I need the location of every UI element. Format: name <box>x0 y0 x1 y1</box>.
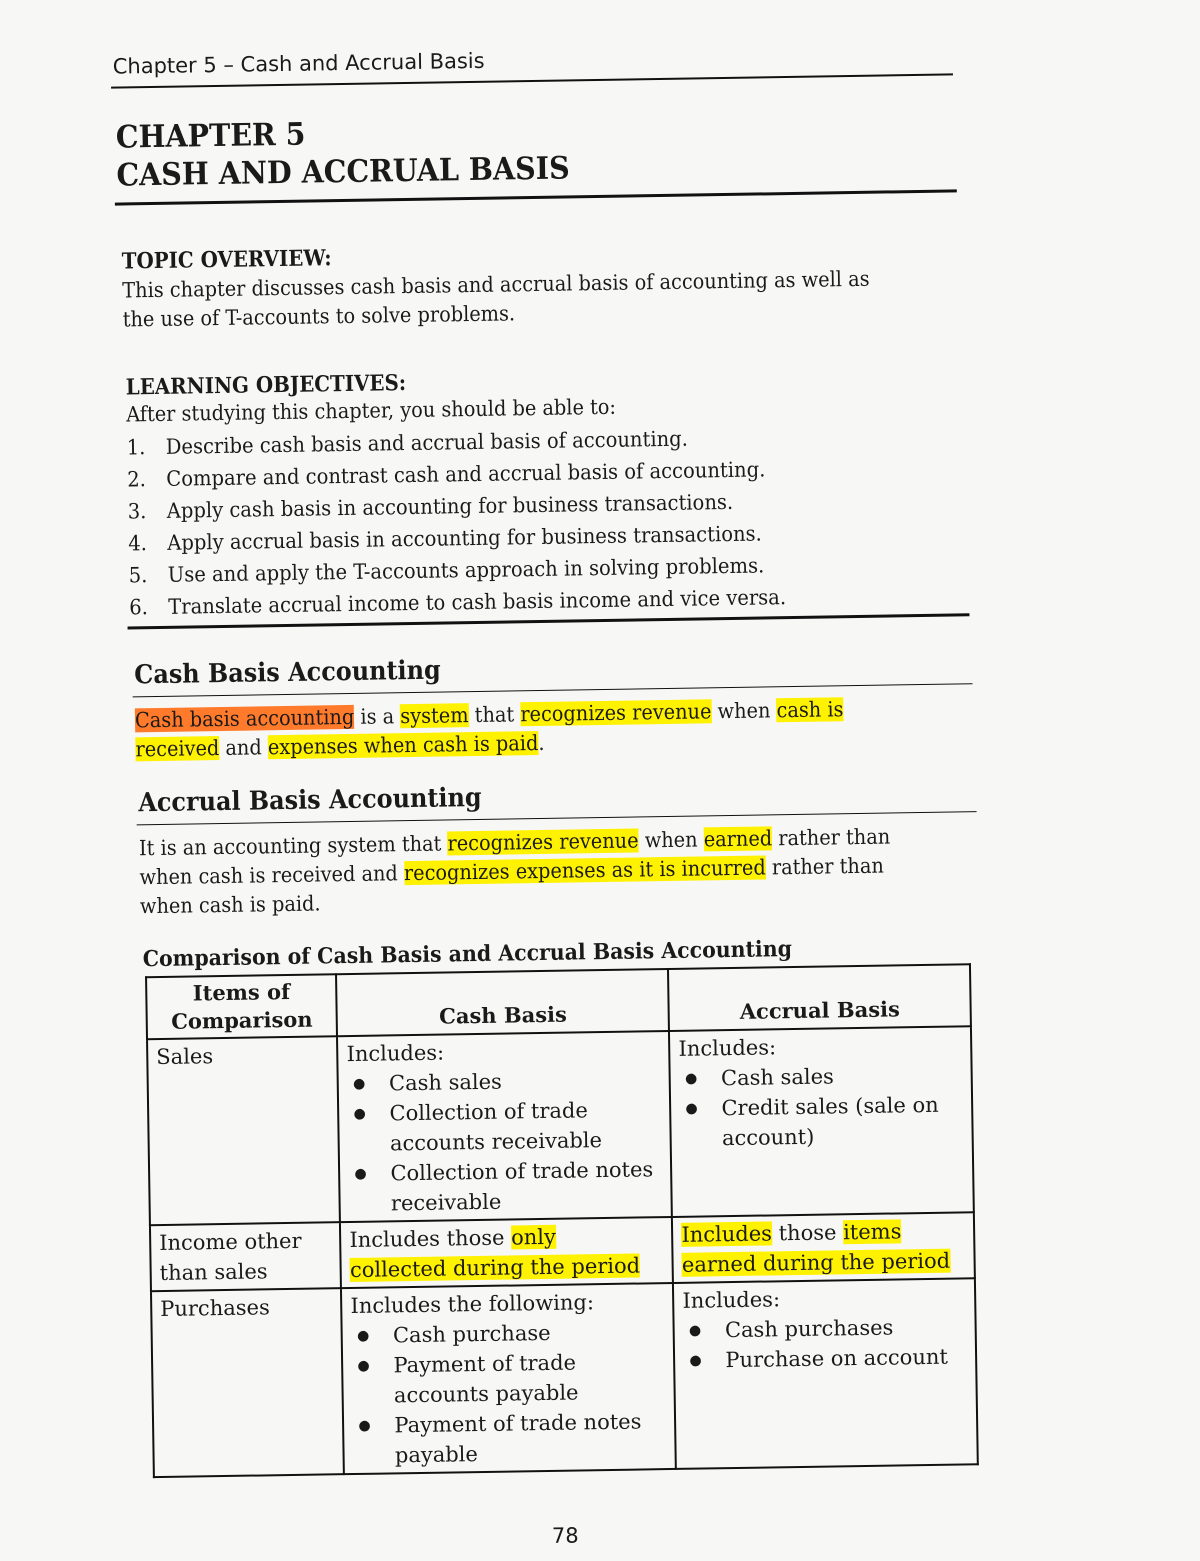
chapter-name: CASH AND ACCRUAL BASIS <box>116 150 570 194</box>
chapter-title <box>116 111 570 194</box>
objective-item: 4. Apply accrual basis in accounting for business transactions. <box>128 521 762 556</box>
cash-cell: Includes: ● Cash sales ● Collection of trade accounts receivable ● Collection of trade notes receivable <box>337 1031 672 1222</box>
accrual-basis-heading: Accrual Basis Accounting <box>138 782 482 819</box>
learning-objectives-list <box>126 421 786 623</box>
list-item: ● Collection of trade notes receivable <box>390 1154 663 1218</box>
table-row-sales <box>147 1026 974 1225</box>
objective-item: 5. Use and apply the T-accounts approach in solving problems. <box>128 553 765 588</box>
accrual-cell: Includes those items earned during the period <box>672 1212 975 1283</box>
objective-item: 6. Translate accrual income to cash basis income and vice versa. <box>129 585 787 620</box>
accrual-cell: Includes: ● Cash sales ● Credit sales (sale on account) <box>669 1026 974 1217</box>
topic-overview-line-2: the use of T-accounts to solve problems. <box>122 301 516 332</box>
page-number: 78 <box>551 1523 579 1548</box>
topic-overview-text <box>122 265 870 335</box>
list-item: ● Cash purchase <box>393 1316 665 1350</box>
objective-item: 1. Describe cash basis and accrual basis of accounting. <box>126 426 689 460</box>
accrual-basis-definition: It is an accounting system that recognizes revenue when earned rather than when cash is received and recognizes expenses as it is incurred rather than when cash is paid. <box>138 824 891 919</box>
list-item: ● Payment of trade notes payable <box>394 1406 667 1470</box>
header-items-of-comparison: Items of Comparison <box>146 974 337 1039</box>
comparison-table <box>145 963 979 1478</box>
accrual-cell: Includes: ● Cash purchases ● Purchase on account <box>673 1278 978 1469</box>
cash-cell: Includes those only collected during the period <box>340 1217 673 1288</box>
learning-objectives-heading: LEARNING OBJECTIVES: <box>125 370 407 401</box>
topic-overview-heading: TOPIC OVERVIEW: <box>121 245 332 275</box>
objective-item: 3. Apply cash basis in accounting for business transactions. <box>127 489 734 524</box>
list-item: ● Cash sales <box>389 1064 661 1098</box>
chapter-number: CHAPTER 5 <box>115 116 306 156</box>
table-row-purchases <box>151 1278 978 1477</box>
learning-objectives-intro: After studying this chapter, you should be able to: <box>126 394 617 427</box>
row-label: Income other than sales <box>150 1222 341 1291</box>
list-item: ● Payment of trade accounts payable <box>393 1346 666 1410</box>
row-label: Sales <box>147 1036 340 1225</box>
list-item: ● Cash purchases <box>725 1311 967 1345</box>
cash-basis-definition: Cash basis accounting is a system that recognizes revenue when cash is received and expenses when cash is paid. <box>134 697 844 762</box>
row-label: Purchases <box>151 1288 344 1477</box>
list-item: ● Cash sales <box>721 1059 963 1093</box>
objective-item: 2. Compare and contrast cash and accrual basis of accounting. <box>127 457 766 492</box>
list-item: ● Credit sales (sale on account) <box>721 1089 964 1153</box>
list-item: ● Purchase on account <box>725 1341 967 1375</box>
header-cash-basis: Cash Basis <box>336 969 669 1036</box>
comparison-table-title: Comparison of Cash Basis and Accrual Basis Accounting <box>142 936 793 973</box>
cash-cell: Includes the following: ● Cash purchase ● Payment of trade accounts payable ● Payment of trade notes payable <box>341 1283 676 1474</box>
topic-overview-line-1: This chapter discusses cash basis and accrual basis of accounting as well as <box>122 266 870 303</box>
list-item: ● Collection of trade accounts receivable <box>389 1094 662 1158</box>
header-accrual-basis: Accrual Basis <box>668 964 971 1031</box>
cash-basis-heading: Cash Basis Accounting <box>134 655 441 691</box>
running-head: Chapter 5 – Cash and Accrual Basis <box>112 48 485 79</box>
